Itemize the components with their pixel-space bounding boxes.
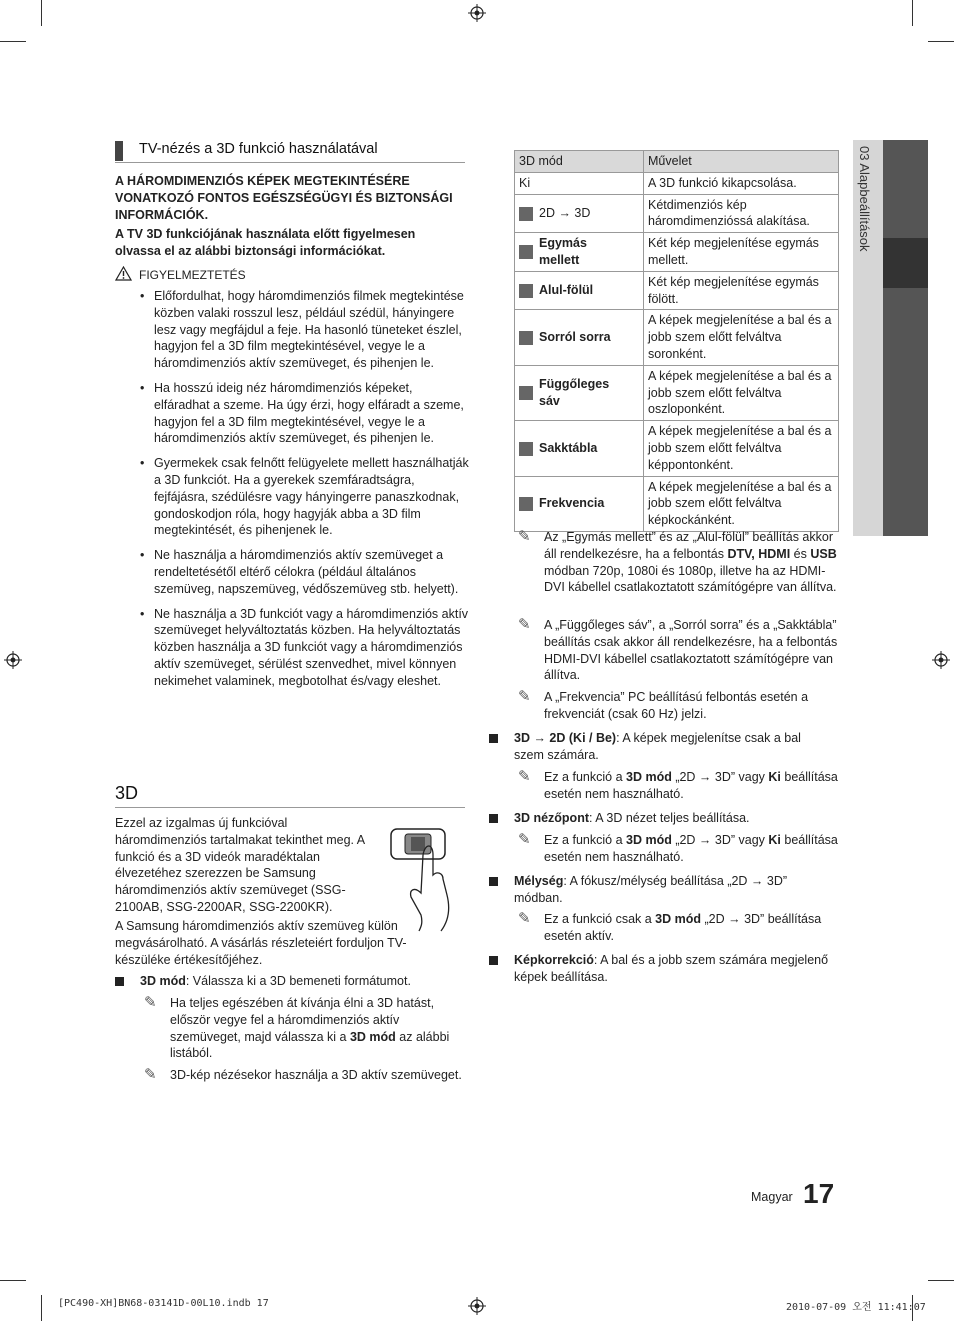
note-3d-viewpoint	[518, 831, 840, 866]
crop-mark	[912, 0, 913, 26]
item-3d-mode-label: 3D mód	[140, 974, 186, 988]
item-3d-viewpoint	[514, 810, 834, 827]
table-cell-action: Két kép megjelenítése egymás mellett.	[644, 233, 839, 272]
table-row	[515, 194, 839, 233]
registration-mark-icon	[468, 4, 486, 22]
page-number: 17	[803, 1178, 835, 1209]
chapter-side-tab-dark	[883, 140, 928, 536]
table-header-mode: 3D mód	[515, 151, 644, 173]
list-item: • Ne használja a 3D funkciót vagy a háromdimenziós aktív szemüveget helyváltoztatás közben. Ha helyváltoztatás közben használja a 3D funkciót vagy a háromdimenziós aktív szemüveget, sérülést szenvedhet, mivel könnyen nekimehet valaminek, megbotolhat és/vagy eleshet.	[140, 606, 470, 690]
item-text: : A bal és a jobb szem számára megjelenő képek beállítása.	[514, 953, 829, 984]
crop-mark	[928, 1280, 954, 1281]
crop-mark	[928, 41, 954, 42]
mode-side-by-side-icon	[519, 245, 533, 259]
table-row	[515, 365, 839, 420]
table-row	[515, 233, 839, 272]
list-item: • Ha hosszú ideig néz háromdimenziós képeket, elfáradhat a szeme. Ha úgy érzi, hogy elfáradt a szeme, hagyjon fel a 3D film megtekintésével, vegye le a háromdimenziós aktív szemüveget, és pihenjen le.	[140, 380, 470, 447]
table-row	[515, 421, 839, 476]
mode-line-by-line-icon	[519, 331, 533, 345]
note-bold: 3D mód	[626, 770, 672, 784]
note-text: Ha teljes egészében át kívánja élni a 3D hatást, először vegye fel a háromdimenziós aktív szemüveget, majd válassza ki a	[170, 996, 435, 1044]
table-cell-mode	[515, 421, 644, 476]
list-item: • Előfordulhat, hogy háromdimenziós filmek megtekintése közben valaki rosszul lesz, például szédül, hányingere lesz vagy megfájdul a feje. Ha hasonló tüneteket észlel, hagyjon fel a 3D film megtekintésével, vegye le a háromdimenziós aktív szemüveget, és pihenjen le.	[140, 288, 470, 372]
mode-checker-board-icon	[519, 442, 533, 456]
3d-mode-table	[514, 150, 839, 532]
item-text: : A fókusz/mélység beállítása „2D → 3D” módban.	[514, 874, 788, 905]
registration-mark-icon	[932, 651, 950, 669]
note-bold: 3D mód	[626, 833, 672, 847]
note-text: „2D → 3D” vagy	[671, 833, 769, 847]
crop-mark	[41, 1295, 42, 1321]
table-cell-mode	[515, 233, 644, 272]
glasses-hand-illustration-icon	[385, 823, 465, 933]
note-text: A „Függőleges sáv”, a „Sorról sorra” és a „Sakktábla” beállítás csak akkor áll rendelkezésre, ha a felbontás HDMI-DVI kábellel csatlakoztatott számítógépre van állítva.	[544, 618, 838, 683]
mode-label: Alul-fölül	[539, 283, 594, 298]
note-pencil-icon: ✎	[518, 616, 531, 633]
item-3d-mode-text: : Válassza ki a 3D bemeneti formátumot.	[185, 974, 411, 988]
note-pencil-icon: ✎	[144, 994, 157, 1011]
mode-label: Függőleges sáv	[539, 377, 610, 408]
crop-mark	[0, 1280, 26, 1281]
note-pencil-icon: ✎	[518, 768, 531, 785]
note-side-by-side	[518, 528, 840, 596]
table-cell-mode	[515, 194, 644, 233]
table-cell-mode	[515, 310, 644, 365]
note-text: „2D → 3D” vagy	[671, 770, 769, 784]
note-bold: 3D mód	[349, 1029, 396, 1044]
item-text: : A 3D nézet teljes beállítása.	[589, 811, 750, 825]
table-cell-action: A képek megjelenítése a bal és a jobb szem előtt felváltva képpontonként.	[644, 421, 839, 476]
intro-3d: Ezzel az izgalmas új funkcióval háromdimenziós tartalmakat tekinthet meg. A funkció és a 3D videók maradéktalan élvezetéhez szerezzen be Samsung háromdimenziós aktív szemüveget (SSG-2100AB, SSG-2200AR, SSG-2200KR).	[115, 816, 365, 914]
note-text: Az „Egymás mellett” és az „Alul-fölül” beállítás akkor áll rendelkezésre, ha a felbontás	[544, 530, 833, 561]
chapter-side-tab-marker	[883, 238, 928, 288]
table-cell-action: Két kép megjelenítése egymás fölött.	[644, 271, 839, 310]
mode-frequency-icon	[519, 497, 533, 511]
mode-label: Ki	[519, 175, 531, 190]
square-bullet-icon	[489, 814, 498, 823]
warning-intro: A TV 3D funkciójának használata előtt figyelmesen olvassa el az alábbi biztonsági információkat.	[115, 227, 416, 258]
note-pencil-icon: ✎	[144, 1066, 157, 1083]
item-label: Képkorrekció	[514, 953, 594, 967]
square-bullet-icon	[489, 877, 498, 886]
table-row	[515, 476, 839, 531]
item-3d-mode	[140, 973, 470, 990]
note-vertical-stripe	[518, 616, 840, 684]
footer-timestamp: 2010-07-09 오전 11:41:07	[786, 1302, 926, 1313]
note-3d-to-2d	[518, 768, 840, 803]
square-bullet-icon	[115, 977, 124, 986]
list-item: • Ne használja a háromdimenziós aktív szemüveget a rendeltetésétől eltérő célokra (például általános szemüveg, napszemüveg, védőszemüveg stb. helyett).	[140, 547, 470, 597]
crop-mark	[0, 41, 26, 42]
table-header-action: Művelet	[644, 151, 839, 173]
mode-label: Frekvencia	[539, 496, 605, 511]
note-bold: DTV, HDMI	[727, 546, 791, 561]
note-text: beállítása esetén nem használható.	[544, 833, 838, 864]
note-bold: USB	[810, 546, 837, 561]
item-picture-correction	[514, 952, 840, 986]
mode-2d-3d-icon	[519, 207, 533, 221]
note-bold: Ki	[768, 770, 781, 784]
table-row	[515, 310, 839, 365]
note-text: az alábbi listából.	[170, 1029, 450, 1061]
note-text: „2D → 3D” beállítása esetén aktív.	[544, 912, 822, 943]
table-cell-action: A képek megjelenítése a bal és a jobb szem előtt felváltva oszloponként.	[644, 365, 839, 420]
table-cell-action: A 3D funkció kikapcsolása.	[644, 172, 839, 194]
note-text: beállítása esetén nem használható.	[544, 770, 838, 801]
note-text: módban 720p, 1080i és 1080p, illetve ha az HDMI-DVI kábellel csatlakoztatott számítógépre van állítva.	[544, 563, 837, 595]
mode-label: Sorról sorra	[539, 330, 611, 345]
item-label: Mélység	[514, 874, 564, 888]
registration-mark-icon	[468, 1297, 486, 1315]
note-depth	[518, 910, 840, 945]
heading-3d: 3D	[115, 783, 139, 803]
caution-label: FIGYELMEZTETÉS	[139, 268, 246, 282]
language-label: Magyar	[751, 1190, 793, 1204]
section-title: TV-nézés a 3D funkció használatával	[139, 141, 378, 157]
table-row	[515, 271, 839, 310]
note-text: A „Frekvencia” PC beállítású felbontás esetén a frekvenciát (csak 60 Hz) jelzi.	[544, 690, 809, 721]
table-cell-action: A képek megjelenítése a bal és a jobb szem előtt felváltva soronként.	[644, 310, 839, 365]
item-3d-to-2d	[514, 730, 834, 764]
table-cell-mode	[515, 365, 644, 420]
note-bold: 3D mód	[655, 912, 702, 926]
table-cell-mode	[515, 476, 644, 531]
item-depth	[514, 873, 814, 907]
warning-bullets	[140, 288, 470, 698]
note-pencil-icon: ✎	[518, 910, 531, 927]
item-text: : A képek megjelenítse csak a bal szem számára.	[514, 731, 801, 762]
section-header-bar	[115, 141, 123, 161]
note-pencil-icon: ✎	[518, 528, 531, 545]
mode-vertical-stripe-icon	[519, 386, 533, 400]
item-label: 3D → 2D (Ki / Be)	[514, 731, 617, 745]
note-glasses	[144, 1066, 465, 1084]
chapter-side-tab-label: 03 Alapbeállítások	[857, 146, 872, 252]
warning-triangle-icon	[115, 266, 132, 281]
heading-3d-block	[115, 783, 465, 808]
square-bullet-icon	[489, 956, 498, 965]
section-header	[115, 140, 465, 163]
note-text: Ez a funkció a	[544, 833, 626, 847]
note-text: 3D-kép nézésekor használja a 3D aktív szemüveget.	[170, 1068, 462, 1082]
note-text: és	[790, 546, 811, 561]
registration-mark-icon	[4, 651, 22, 669]
table-row	[515, 172, 839, 194]
list-item: • Gyermekek csak felnőtt felügyelete mellett használhatják a 3D funkciót. Ha a gyerekek szemfáradtságra, fejfájásra, szédülésre vagy hányingerre panaszkodnak, gondoskodjon róla, hogy hagyják abba a 3D film megtekintését, és pihenjenek le.	[140, 455, 470, 539]
note-3d-effect	[144, 994, 465, 1062]
mode-label: Egymás mellett	[539, 236, 587, 267]
table-cell-action: A képek megjelenítése a bal és a jobb szem előtt felváltva képkockánként.	[644, 476, 839, 531]
crop-mark	[41, 0, 42, 26]
table-header-row	[515, 151, 839, 173]
table-cell-mode	[515, 172, 644, 194]
footer-file-info: [PC490-XH]BN68-03141D-00L10.indb 17	[58, 1298, 269, 1309]
item-label: 3D nézőpont	[514, 811, 589, 825]
table-cell-mode	[515, 271, 644, 310]
table-cell-action: Kétdimenziós kép háromdimenzióssá alakítása.	[644, 194, 839, 233]
warning-caps: A HÁROMDIMENZIÓS KÉPEK MEGTEKINTÉSÉRE VONATKOZÓ FONTOS EGÉSZSÉGÜGYI ÉS BIZTONSÁGI INFORMÁCIÓK.	[115, 174, 453, 222]
note-pencil-icon: ✎	[518, 831, 531, 848]
note-text: Ez a funkció a	[544, 770, 626, 784]
mode-top-bottom-icon	[519, 284, 533, 298]
note-text: Ez a funkció csak a	[544, 912, 656, 926]
square-bullet-icon	[489, 734, 498, 743]
intro-3d-2: A Samsung háromdimenziós aktív szemüveg külön megvásárolható. A vásárlás részleteiért forduljon TV-készüléke értékesítőjéhez.	[115, 919, 407, 967]
note-frequency	[518, 688, 840, 723]
mode-label: Sakktábla	[539, 440, 598, 455]
mode-label: 2D → 3D	[539, 205, 591, 220]
note-bold: Ki	[768, 833, 781, 847]
note-pencil-icon: ✎	[518, 688, 531, 705]
